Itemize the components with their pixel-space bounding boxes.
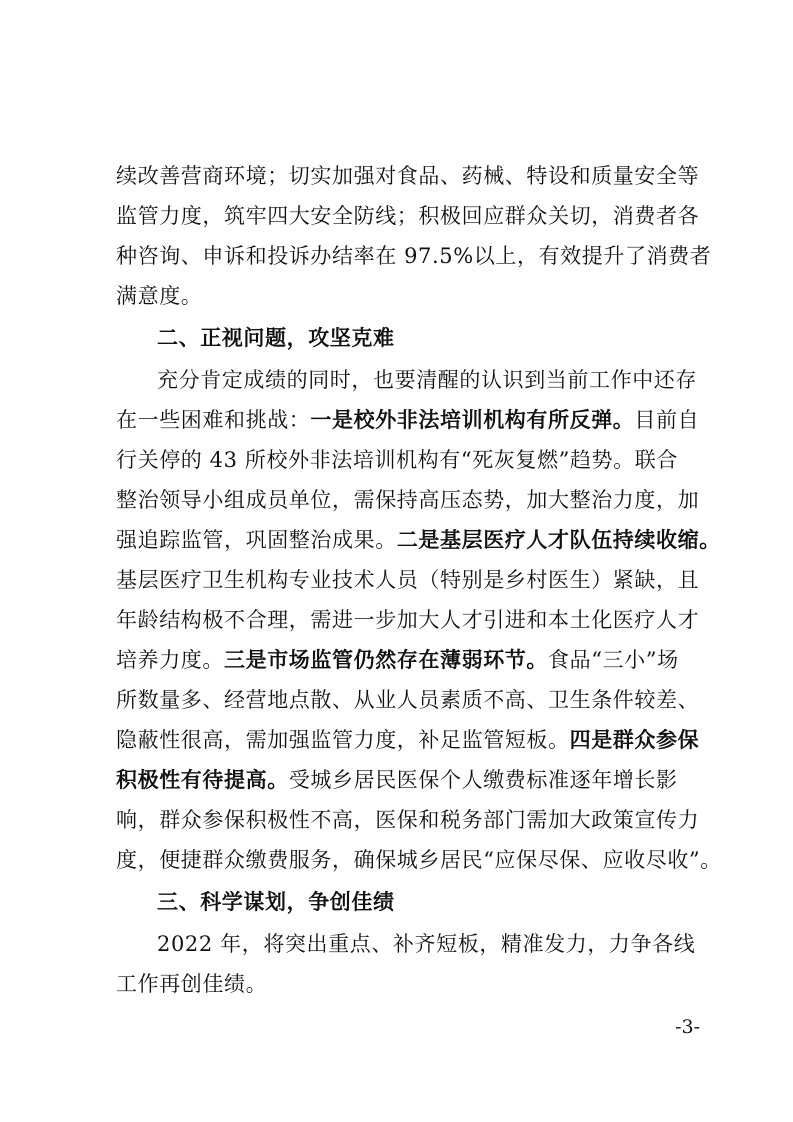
text-run: 目前自 [634,408,700,432]
section-heading: 二、正视问题，攻坚克难 [157,326,395,350]
paragraph-line [116,720,700,760]
paragraph-line: 基层医疗卫生机构专业技术人员（特别是乡村医生）紧缺，且 [116,568,700,592]
paragraph-line: 整治领导小组成员单位，需保持高压态势，加大整治力度，加 [116,488,700,512]
paragraph-line: 2022 年，将突出重点、补齐短板，精准发力，力争各线 [157,932,696,956]
text-run: 在一些困难和挑战： [116,408,311,432]
text-run: 强追踪监管，巩固整治成果。 [116,528,397,552]
paragraph-line [116,400,700,440]
paragraph-line: 续改善营商环境；切实加强对食品、药械、特设和质量安全等 [116,164,700,188]
key-issue-4-cont: 积极性有待提高。 [116,768,289,792]
paragraph-line: 行关停的 43 所校外非法培训机构有“死灰复燃”趋势。联合 [116,448,678,472]
paragraph-line [116,520,721,560]
paragraph-line: 充分肯定成绩的同时，也要清醒的认识到当前工作中还存 [157,368,697,392]
paragraph-line: 度，便捷群众缴费服务，确保城乡居民“应保尽保、应收尽收”。 [116,848,722,872]
paragraph-line [116,640,679,680]
text-run: 培养力度。 [116,648,224,672]
paragraph-line: 所数量多、经营地点散、从业人员素质不高、卫生条件较差、 [116,688,700,712]
paragraph-line [116,760,676,800]
key-issue-3: 三是市场监管仍然存在薄弱环节。 [224,648,548,672]
key-issue-4: 四是群众参保 [569,728,700,752]
paragraph-line: 监管力度，筑牢四大安全防线；积极回应群众关切，消费者各 [116,204,700,228]
page-number: -3- [675,1016,700,1038]
key-issue-1: 一是校外非法培训机构有所反弹。 [310,408,635,432]
paragraph-line: 种咨询、申诉和投诉办结率在 97.5%以上，有效提升了消费者 [116,244,712,268]
paragraph-line: 工作再创佳绩。 [116,972,268,996]
paragraph-line: 年龄结构极不合理，需进一步加大人才引进和本土化医疗人才 [116,608,700,632]
paragraph-line: 满意度。 [116,284,203,308]
key-issue-2: 二是基层医疗人才队伍持续收缩。 [396,528,721,552]
paragraph-line: 响，群众参保积极性不高，医保和税务部门需加大政策宣传力 [116,808,700,832]
text-run: 隐蔽性很高，需加强监管力度，补足监管短板。 [116,728,570,752]
section-heading: 三、科学谋划，争创佳绩 [157,890,395,914]
text-run: 受城乡居民医保个人缴费标准逐年增长影 [288,768,678,792]
text-run: 食品“三小”场 [548,648,679,672]
